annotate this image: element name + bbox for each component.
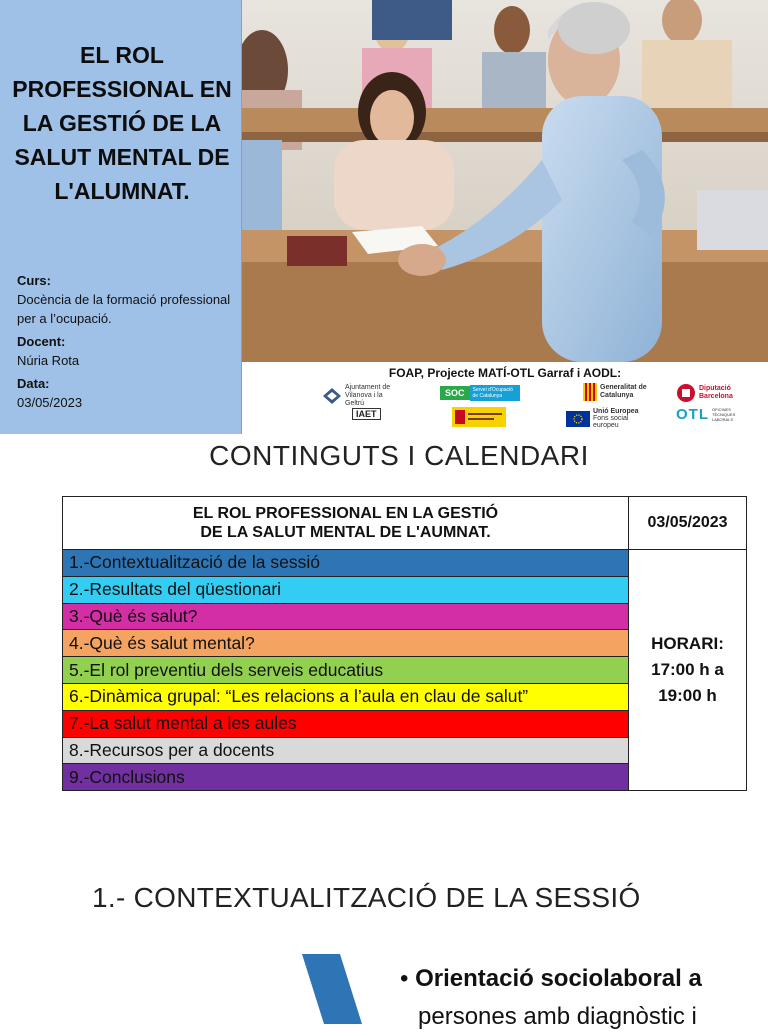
- data-value: 03/05/2023: [17, 395, 83, 410]
- agenda-item-7: 7.-La salut mental a les aules: [63, 710, 629, 737]
- table-header-row: [63, 497, 747, 550]
- table-row: [63, 550, 747, 577]
- title-panel: [0, 0, 242, 434]
- data-label: Data:: [17, 376, 50, 391]
- eu-logo: [566, 408, 649, 429]
- calendar-table: [62, 496, 747, 791]
- eu-logo-title: Unió Europea: [593, 408, 639, 415]
- sponsors-title: FOAP, Projecte MATÍ-OTL Garraf i AODL:: [388, 366, 622, 380]
- soc-logo-text: Servei d'Ocupació de Catalunya: [470, 385, 520, 401]
- generalitat-logo: [583, 383, 650, 401]
- diputacio-logo: [676, 383, 743, 403]
- vilanova-logo-text: Ajuntament de Vilanova i la Geltrú: [345, 384, 391, 407]
- bullet-item: [400, 960, 702, 1036]
- iaet-logo: [352, 408, 381, 420]
- curs-label: Curs:: [17, 273, 51, 288]
- agenda-item-8: 8.-Recursos per a docents: [63, 737, 629, 764]
- agenda-item-4: 4.-Què és salut mental?: [63, 630, 629, 657]
- classroom-photo: [242, 0, 768, 362]
- table-header-line1: EL ROL PROFESSIONAL EN LA GESTIÓ: [192, 505, 499, 522]
- course-title: EL ROL PROFESSIONAL EN LA GESTIÓ DE LA SALUT MENTAL DE L'ALUMNAT.: [12, 42, 232, 204]
- otl-logo: [676, 407, 740, 422]
- horari-end: 19:00 h: [658, 686, 717, 706]
- bullet-bold-text: Orientació sociolaboral a: [415, 965, 702, 992]
- bullet-icon: •: [400, 965, 409, 992]
- docent-label: Docent:: [17, 334, 66, 349]
- otl-logo-text: OFICINES TÈCNIQUES LABORALS: [712, 407, 736, 422]
- soc-logo: [440, 385, 520, 401]
- eu-logo-text: [593, 408, 649, 429]
- curs-value: Docència de la formació professional per a l’ocupació.: [17, 292, 231, 326]
- contents-title: CONTINGUTS I CALENDARI: [209, 440, 589, 471]
- table-header-line2: DE LA SALUT MENTAL DE L'AUMNAT.: [200, 524, 491, 541]
- otl-logo-mark: OTL: [676, 405, 709, 423]
- horari-label: HORARI:: [651, 634, 724, 654]
- horari-cell: [629, 550, 747, 791]
- vilanova-logo: [322, 384, 401, 408]
- diputacio-logo-text: Diputació Barcelona: [699, 385, 733, 400]
- course-info: [17, 271, 237, 416]
- eu-logo-subtitle: Fons social europeu: [593, 415, 629, 429]
- section-title: 1.- CONTEXTUALITZACIÓ DE LA SESSIÓ: [92, 882, 641, 913]
- agenda-item-9: 9.-Conclusions: [63, 764, 629, 791]
- iaet-logo-text: IAET: [352, 408, 381, 420]
- spain-gov-logo: [452, 407, 506, 427]
- table-header: [63, 497, 629, 550]
- title-slide: [0, 0, 768, 434]
- agenda-item-3: 3.-Què és salut?: [63, 603, 629, 630]
- bullet-rest-text: persones amb diagnòstic i: [418, 1003, 697, 1030]
- agenda-item-2: 2.-Resultats del qüestionari: [63, 576, 629, 603]
- agenda-item-6: 6.-Dinàmica grupal: “Les relacions a l’aula en clau de salut”: [63, 683, 629, 710]
- generalitat-logo-text: Generalitat de Catalunya: [600, 384, 647, 399]
- docent-value: Núria Rota: [17, 353, 80, 368]
- agenda-item-1: 1.-Contextualització de la sessió: [63, 550, 629, 577]
- soc-logo-mark: SOC: [440, 386, 470, 400]
- table-date: 03/05/2023: [629, 497, 747, 550]
- horari-start: 17:00 h a: [651, 660, 724, 680]
- agenda-item-5: 5.-El rol preventiu dels serveis educatius: [63, 657, 629, 684]
- chevron-decoration-icon: [302, 954, 362, 1024]
